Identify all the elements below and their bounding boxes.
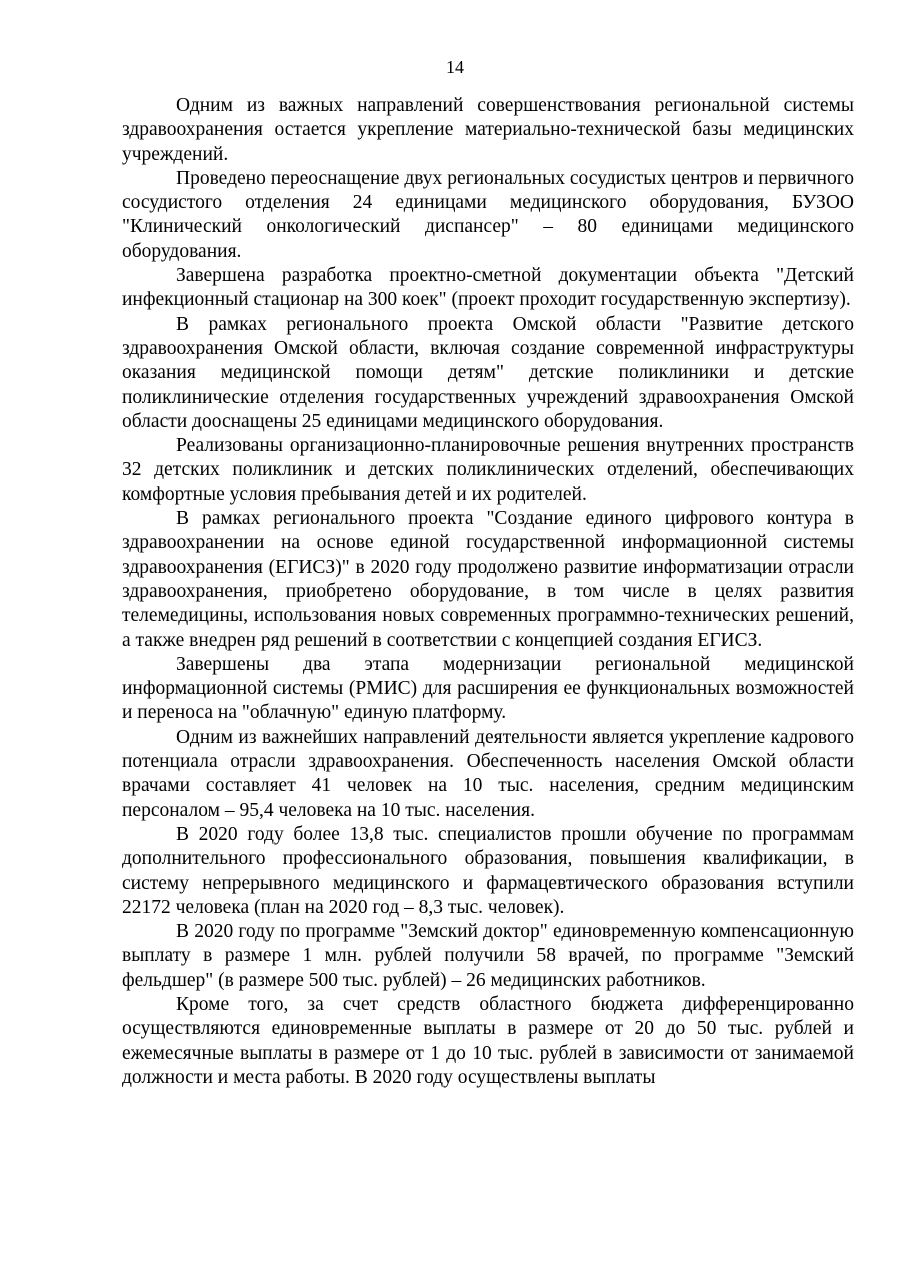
page-number: 14 bbox=[446, 57, 464, 77]
paragraph-infectious-hospital: Завершена разработка проектно-сметной документации объекта "Детский инфекционный стационар на 300 коек" (проект проходит государственную экспертизу). bbox=[122, 265, 854, 311]
paragraph-planning-solutions: Реализованы организационно-планировочные решения внутренних пространств 32 детских поликлиник и детских поликлинических отделений, обеспечивающих комфортные условия пребывания детей и их родителей. bbox=[122, 435, 854, 505]
paragraph-vascular-centers: Проведено переоснащение двух региональных сосудистых центров и первичного сосудистого отделения 24 единицами медицинского оборудования, БУЗОО "Клинический онкологический диспансер" – 80 единицами медицинского оборудования. bbox=[122, 167, 854, 262]
paragraph-digital-contour: В рамках регионального проекта "Создание единого цифрового контура в здравоохранении на основе единой государственной информационной системы здравоохранения (ЕГИСЗ)" в 2020 году продолжено развитие информатизации отрасли здравоохранения, приобретено оборудование, в том числе в целях развития телемедицины, использования новых современных программно-технических решений, а также внедрен ряд решений в соответствии с концепцией создания ЕГИСЗ. bbox=[122, 508, 854, 651]
body-text bbox=[122, 94, 854, 1090]
paragraph-rmis: Завершены два этапа модернизации региональной медицинской информационной системы (РМИС) для расширения ее функциональных возможностей и переноса на "облачную" единую платформу. bbox=[122, 653, 854, 724]
paragraph-material-base: Одним из важных направлений совершенствования региональной системы здравоохранения остается укрепление материально-технической базы медицинских учреждений. bbox=[122, 95, 854, 165]
paragraph-children-healthcare: В рамках регионального проекта Омской области "Развитие детского здравоохранения Омской области, включая создание современной инфраструктуры оказания медицинской помощи детям" детские поликлиники и детские поликлинические отделения государственных учреждений здравоохранения Омской области дооснащены 25 единицами медицинского оборудования. bbox=[122, 313, 854, 432]
paragraph-regional-payments: Кроме того, за счет средств областного бюджета дифференцированно осуществляются единовременные выплаты в размере от 20 до 50 тыс. рублей и ежемесячные выплаты в размере от 1 до 10 тыс. рублей в зависимости от занимаемой должности и места работы. В 2020 году осуществлены выплаты bbox=[122, 993, 854, 1088]
paragraph-zemsky-programs: В 2020 году по программе "Земский доктор" единовременную компенсационную выплату в размере 1 млн. рублей получили 58 врачей, по программе "Земский фельдшер" (в размере 500 тыс. рублей) – 26 медицинских работников. bbox=[122, 921, 854, 991]
paragraph-personnel: Одним из важнейших направлений деятельности является укрепление кадрового потенциала отрасли здравоохранения. Обеспеченность населения Омской области врачами составляет 41 человек на 10 тыс. населения, средним медицинским персоналом – 95,4 человека на 10 тыс. населения. bbox=[122, 726, 854, 821]
paragraph-training: В 2020 году более 13,8 тыс. специалистов прошли обучение по программам дополнительного профессионального образования, повышения квалификации, в систему непрерывного медицинского и фармацевтического образования вступили 22172 человека (план на 2020 год – 8,3 тыс. человек). bbox=[122, 823, 854, 918]
